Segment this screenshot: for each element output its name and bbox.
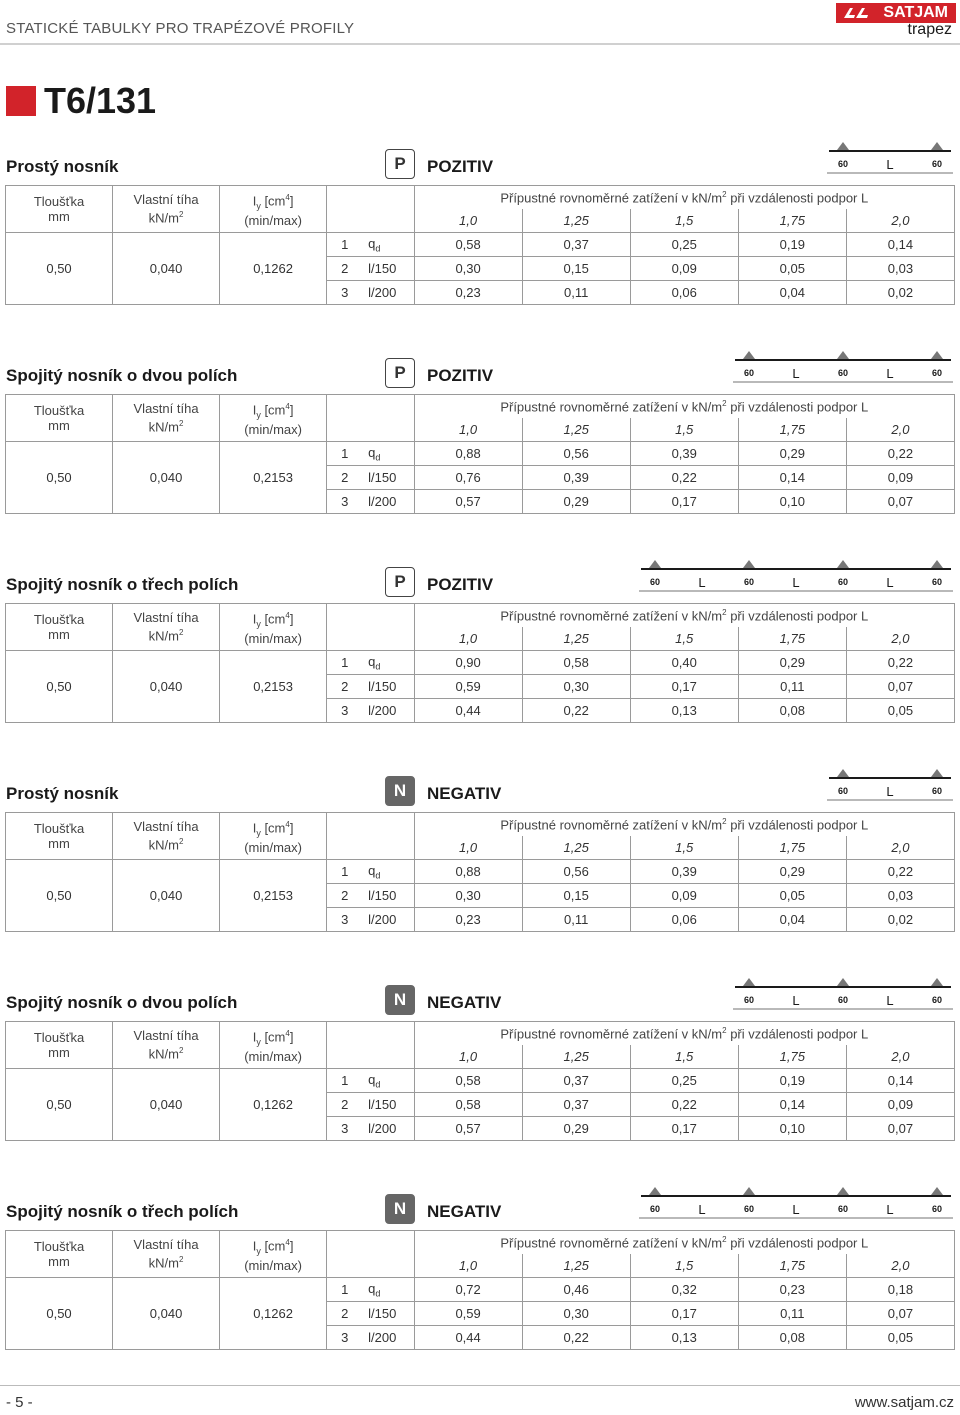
- load-direction-badge: N: [385, 1194, 415, 1224]
- load-direction-label: NEGATIV: [427, 1202, 502, 1221]
- span-length-header: 1,75: [738, 836, 846, 860]
- span-length-header: 1,0: [414, 836, 522, 860]
- load-value-cell: 0,09: [630, 257, 738, 281]
- load-value-cell: 0,58: [522, 651, 630, 675]
- weight-header: Vlastní tíha $kN/m^2$: [113, 604, 220, 651]
- load-value-cell: 0,58: [414, 1093, 522, 1117]
- load-value-cell: 0,59: [414, 675, 522, 699]
- span-length-header: 1,5: [630, 209, 738, 233]
- load-value-cell: 0,07: [846, 1117, 954, 1141]
- load-value-cell: 0,05: [738, 257, 846, 281]
- load-header: Přípustné rovnoměrné zatížení v $kN/m^2$ při vzdálenosti podpor L: [414, 813, 954, 837]
- span-length-label: L: [792, 1202, 800, 1217]
- load-value-cell: 0,17: [630, 1302, 738, 1326]
- inertia-header: $I_y$ $[cm^4]$ (min/max): [220, 186, 327, 233]
- support-width-label: 60: [743, 1204, 755, 1214]
- load-value-cell: 0,59: [414, 1302, 522, 1326]
- load-value-cell: 0,44: [414, 1326, 522, 1350]
- span-diagram-icon: [825, 768, 955, 804]
- row-label: l/150: [364, 884, 414, 908]
- span-length-header: 1,0: [414, 1254, 522, 1278]
- thickness-value: 0,50: [6, 442, 113, 514]
- load-value-cell: 0,25: [630, 233, 738, 257]
- support-width-label: 60: [931, 1204, 943, 1214]
- load-value-cell: 0,14: [846, 233, 954, 257]
- load-direction-label: POZITIV: [427, 366, 494, 385]
- page-title-text: T6/131: [44, 80, 157, 121]
- row-label: l/150: [364, 675, 414, 699]
- row-label: l/200: [364, 281, 414, 305]
- row-label: l/200: [364, 490, 414, 514]
- table-header-row: [6, 395, 955, 419]
- load-value-cell: 0,17: [630, 675, 738, 699]
- span-length-label: L: [792, 993, 800, 1008]
- support-width-label: 60: [837, 368, 849, 378]
- row-label: l/200: [364, 1326, 414, 1350]
- span-length-header: 2,0: [846, 1045, 954, 1069]
- thickness-header: Tloušťka mm: [6, 604, 113, 651]
- load-value-cell: 0,29: [522, 490, 630, 514]
- span-length-header: 1,75: [738, 627, 846, 651]
- thickness-value: 0,50: [6, 1069, 113, 1141]
- load-table: [5, 603, 955, 723]
- load-table: [5, 185, 955, 305]
- row-number: 3: [327, 281, 365, 305]
- load-value-cell: 0,05: [738, 884, 846, 908]
- span-length-label: L: [886, 993, 894, 1008]
- thickness-header: Tloušťka mm: [6, 1231, 113, 1278]
- page-title: [6, 80, 156, 122]
- support-width-label: 60: [743, 577, 755, 587]
- row-number: 2: [327, 884, 365, 908]
- load-value-cell: 0,06: [630, 908, 738, 932]
- load-value-cell: 0,22: [522, 1326, 630, 1350]
- load-header: Přípustné rovnoměrné zatížení v $kN/m^2$ při vzdálenosti podpor L: [414, 1231, 954, 1255]
- load-value-cell: 0,23: [414, 281, 522, 305]
- load-value-cell: 0,22: [846, 860, 954, 884]
- support-width-label: 60: [649, 577, 661, 587]
- load-direction-badge: N: [385, 776, 415, 806]
- row-number: 3: [327, 699, 365, 723]
- span-length-label: L: [698, 575, 706, 590]
- load-value-cell: 0,17: [630, 1117, 738, 1141]
- load-value-cell: 0,40: [630, 651, 738, 675]
- load-value-cell: 0,30: [414, 257, 522, 281]
- load-value-cell: 0,07: [846, 1302, 954, 1326]
- table-row: [6, 860, 955, 884]
- section-title: Prostý nosník: [6, 784, 119, 803]
- section-title: Spojitý nosník o třech polích: [6, 1202, 239, 1221]
- row-label: $q_d$: [364, 233, 414, 257]
- span-length-header: 2,0: [846, 627, 954, 651]
- weight-value: 0,040: [113, 233, 220, 305]
- row-label: l/200: [364, 1117, 414, 1141]
- span-length-label: L: [886, 784, 894, 799]
- inertia-value: 0,1262: [220, 1069, 327, 1141]
- load-value-cell: 0,58: [414, 233, 522, 257]
- load-value-cell: 0,46: [522, 1278, 630, 1302]
- load-value-cell: 0,22: [522, 699, 630, 723]
- span-length-header: 2,0: [846, 836, 954, 860]
- support-width-label: 60: [837, 1204, 849, 1214]
- load-direction-label: NEGATIV: [427, 993, 502, 1012]
- load-header: Přípustné rovnoměrné zatížení v $kN/m^2$ při vzdálenosti podpor L: [414, 395, 954, 419]
- span-length-header: 1,5: [630, 836, 738, 860]
- beam-section: [0, 990, 960, 1153]
- load-value-cell: 0,02: [846, 908, 954, 932]
- load-value-cell: 0,08: [738, 699, 846, 723]
- thickness-value: 0,50: [6, 651, 113, 723]
- load-value-cell: 0,57: [414, 1117, 522, 1141]
- load-value-cell: 0,56: [522, 442, 630, 466]
- row-number: 3: [327, 908, 365, 932]
- span-length-header: 1,25: [522, 836, 630, 860]
- load-value-cell: 0,09: [630, 884, 738, 908]
- inertia-header: $I_y$ $[cm^4]$ (min/max): [220, 813, 327, 860]
- span-length-header: 2,0: [846, 209, 954, 233]
- load-value-cell: 0,06: [630, 281, 738, 305]
- row-label: $q_d$: [364, 651, 414, 675]
- table-row: [6, 651, 955, 675]
- load-direction-badge: P: [385, 567, 415, 597]
- load-value-cell: 0,30: [522, 675, 630, 699]
- load-value-cell: 0,22: [846, 442, 954, 466]
- weight-header: Vlastní tíha $kN/m^2$: [113, 1231, 220, 1278]
- span-length-header: 1,5: [630, 1254, 738, 1278]
- row-number: 2: [327, 675, 365, 699]
- span-length-header: 2,0: [846, 1254, 954, 1278]
- span-length-header: 1,5: [630, 1045, 738, 1069]
- span-diagram-icon: [731, 977, 955, 1013]
- span-length-header: 1,75: [738, 1254, 846, 1278]
- span-length-label: L: [698, 1202, 706, 1217]
- thickness-header: Tloušťka mm: [6, 395, 113, 442]
- load-value-cell: 0,09: [846, 466, 954, 490]
- row-label: l/150: [364, 1093, 414, 1117]
- load-direction-badge: P: [385, 149, 415, 179]
- row-label: l/150: [364, 1302, 414, 1326]
- load-value-cell: 0,11: [738, 675, 846, 699]
- table-header-row: [6, 1022, 955, 1046]
- load-table: [5, 812, 955, 932]
- load-value-cell: 0,29: [522, 1117, 630, 1141]
- weight-header: Vlastní tíha $kN/m^2$: [113, 395, 220, 442]
- span-length-label: L: [886, 575, 894, 590]
- load-table: [5, 394, 955, 514]
- support-width-label: 60: [743, 368, 755, 378]
- load-direction-label: POZITIV: [427, 157, 494, 176]
- support-width-label: 60: [931, 159, 943, 169]
- section-title: Prostý nosník: [6, 157, 119, 176]
- footer-url: www.satjam.cz: [854, 1394, 954, 1411]
- load-value-cell: 0,37: [522, 233, 630, 257]
- table-header-row: [6, 604, 955, 628]
- inertia-value: 0,1262: [220, 1278, 327, 1350]
- span-length-header: 1,0: [414, 209, 522, 233]
- section-title: Spojitý nosník o třech polích: [6, 575, 239, 594]
- logo-mark-icon: [842, 6, 870, 20]
- load-table: [5, 1230, 955, 1350]
- load-value-cell: 0,05: [846, 699, 954, 723]
- support-width-label: 60: [931, 577, 943, 587]
- span-length-label: L: [792, 366, 800, 381]
- load-table: [5, 1021, 955, 1141]
- footer-divider: [0, 1385, 960, 1386]
- load-value-cell: 0,32: [630, 1278, 738, 1302]
- weight-value: 0,040: [113, 442, 220, 514]
- span-length-header: 1,25: [522, 209, 630, 233]
- inertia-header: $I_y$ $[cm^4]$ (min/max): [220, 1022, 327, 1069]
- table-header-row: [6, 813, 955, 837]
- load-value-cell: 0,22: [846, 651, 954, 675]
- thickness-header: Tloušťka mm: [6, 1022, 113, 1069]
- load-direction-label: NEGATIV: [427, 784, 502, 803]
- row-number: 1: [327, 651, 365, 675]
- load-value-cell: 0,07: [846, 490, 954, 514]
- row-label: $q_d$: [364, 860, 414, 884]
- span-length-label: L: [792, 575, 800, 590]
- inertia-value: 0,2153: [220, 442, 327, 514]
- load-value-cell: 0,05: [846, 1326, 954, 1350]
- inertia-header: $I_y$ $[cm^4]$ (min/max): [220, 1231, 327, 1278]
- load-direction-label: POZITIV: [427, 575, 494, 594]
- thickness-value: 0,50: [6, 233, 113, 305]
- row-label: $q_d$: [364, 1278, 414, 1302]
- load-value-cell: 0,29: [738, 860, 846, 884]
- span-length-header: 1,5: [630, 627, 738, 651]
- row-number: 3: [327, 490, 365, 514]
- support-width-label: 60: [931, 368, 943, 378]
- beam-section: [0, 572, 960, 735]
- beam-section: [0, 154, 960, 317]
- load-value-cell: 0,22: [630, 1093, 738, 1117]
- beam-section: [0, 781, 960, 944]
- load-header: Přípustné rovnoměrné zatížení v $kN/m^2$ při vzdálenosti podpor L: [414, 604, 954, 628]
- thickness-header: Tloušťka mm: [6, 813, 113, 860]
- load-value-cell: 0,25: [630, 1069, 738, 1093]
- load-value-cell: 0,29: [738, 442, 846, 466]
- section-title: Spojitý nosník o dvou polích: [6, 366, 238, 385]
- table-row: [6, 233, 955, 257]
- beam-section: [0, 1199, 960, 1362]
- load-value-cell: 0,10: [738, 1117, 846, 1141]
- weight-value: 0,040: [113, 860, 220, 932]
- inertia-value: 0,2153: [220, 860, 327, 932]
- inertia-header: $I_y$ $[cm^4]$ (min/max): [220, 395, 327, 442]
- load-value-cell: 0,13: [630, 1326, 738, 1350]
- weight-header: Vlastní tíha $kN/m^2$: [113, 813, 220, 860]
- span-length-header: 1,25: [522, 1254, 630, 1278]
- row-label: l/150: [364, 466, 414, 490]
- load-value-cell: 0,09: [846, 1093, 954, 1117]
- span-diagram-icon: [637, 559, 955, 595]
- weight-value: 0,040: [113, 651, 220, 723]
- load-value-cell: 0,58: [414, 1069, 522, 1093]
- load-value-cell: 0,39: [522, 466, 630, 490]
- row-number: 2: [327, 257, 365, 281]
- load-value-cell: 0,04: [738, 908, 846, 932]
- logo-main-text: SATJAM: [883, 4, 948, 21]
- load-direction-badge: N: [385, 985, 415, 1015]
- inertia-value: 0,1262: [220, 233, 327, 305]
- row-number: 1: [327, 860, 365, 884]
- support-width-label: 60: [931, 786, 943, 796]
- load-value-cell: 0,37: [522, 1093, 630, 1117]
- load-value-cell: 0,15: [522, 884, 630, 908]
- load-value-cell: 0,11: [522, 908, 630, 932]
- thickness-value: 0,50: [6, 1278, 113, 1350]
- load-header: Přípustné rovnoměrné zatížení v $kN/m^2$ při vzdálenosti podpor L: [414, 1022, 954, 1046]
- load-value-cell: 0,39: [630, 860, 738, 884]
- table-row: [6, 1069, 955, 1093]
- weight-header: Vlastní tíha $kN/m^2$: [113, 186, 220, 233]
- footer-page-number: - 5 -: [6, 1394, 33, 1411]
- satjam-logo: [836, 3, 956, 39]
- row-label: l/150: [364, 257, 414, 281]
- row-number: 2: [327, 1302, 365, 1326]
- load-value-cell: 0,04: [738, 281, 846, 305]
- row-number: 1: [327, 442, 365, 466]
- row-label: l/200: [364, 699, 414, 723]
- load-value-cell: 0,13: [630, 699, 738, 723]
- load-value-cell: 0,30: [522, 1302, 630, 1326]
- load-value-cell: 0,17: [630, 490, 738, 514]
- support-width-label: 60: [931, 995, 943, 1005]
- load-value-cell: 0,57: [414, 490, 522, 514]
- inertia-header: $I_y$ $[cm^4]$ (min/max): [220, 604, 327, 651]
- span-length-header: 1,0: [414, 1045, 522, 1069]
- weight-header: Vlastní tíha $kN/m^2$: [113, 1022, 220, 1069]
- row-label: $q_d$: [364, 1069, 414, 1093]
- load-value-cell: 0,72: [414, 1278, 522, 1302]
- span-length-header: 1,0: [414, 418, 522, 442]
- span-length-header: 1,75: [738, 1045, 846, 1069]
- table-header-row: [6, 186, 955, 210]
- span-length-header: 1,5: [630, 418, 738, 442]
- span-length-label: L: [886, 1202, 894, 1217]
- thickness-value: 0,50: [6, 860, 113, 932]
- header-title: STATICKÉ TABULKY PRO TRAPÉZOVÉ PROFILY: [6, 20, 355, 37]
- load-value-cell: 0,37: [522, 1069, 630, 1093]
- load-value-cell: 0,56: [522, 860, 630, 884]
- load-value-cell: 0,19: [738, 1069, 846, 1093]
- row-number: 3: [327, 1117, 365, 1141]
- span-diagram-icon: [637, 1186, 955, 1222]
- load-value-cell: 0,88: [414, 860, 522, 884]
- load-value-cell: 0,22: [630, 466, 738, 490]
- load-value-cell: 0,30: [414, 884, 522, 908]
- thickness-header: Tloušťka mm: [6, 186, 113, 233]
- row-number: 2: [327, 466, 365, 490]
- span-length-header: 1,25: [522, 627, 630, 651]
- title-marker-icon: [6, 86, 36, 116]
- load-value-cell: 0,11: [738, 1302, 846, 1326]
- row-number: 1: [327, 1069, 365, 1093]
- span-length-label: L: [886, 366, 894, 381]
- load-value-cell: 0,23: [414, 908, 522, 932]
- table-row: [6, 1278, 955, 1302]
- span-length-header: 1,75: [738, 209, 846, 233]
- load-value-cell: 0,14: [738, 1093, 846, 1117]
- load-value-cell: 0,02: [846, 281, 954, 305]
- span-length-header: 1,0: [414, 627, 522, 651]
- span-length-label: L: [886, 157, 894, 172]
- header-divider: [0, 43, 960, 45]
- load-value-cell: 0,15: [522, 257, 630, 281]
- support-width-label: 60: [837, 159, 849, 169]
- load-value-cell: 0,03: [846, 257, 954, 281]
- row-number: 3: [327, 1326, 365, 1350]
- logo-sub-text: trapez: [907, 21, 952, 38]
- span-diagram-icon: [731, 350, 955, 386]
- table-header-row: [6, 1231, 955, 1255]
- load-value-cell: 0,10: [738, 490, 846, 514]
- inertia-value: 0,2153: [220, 651, 327, 723]
- support-width-label: 60: [837, 786, 849, 796]
- load-value-cell: 0,07: [846, 675, 954, 699]
- load-header: Přípustné rovnoměrné zatížení v $kN/m^2$ při vzdálenosti podpor L: [414, 186, 954, 210]
- support-width-label: 60: [837, 577, 849, 587]
- load-value-cell: 0,90: [414, 651, 522, 675]
- row-number: 1: [327, 233, 365, 257]
- span-length-header: 1,75: [738, 418, 846, 442]
- load-value-cell: 0,14: [738, 466, 846, 490]
- load-value-cell: 0,11: [522, 281, 630, 305]
- load-direction-badge: P: [385, 358, 415, 388]
- load-value-cell: 0,44: [414, 699, 522, 723]
- load-value-cell: 0,03: [846, 884, 954, 908]
- span-length-header: 2,0: [846, 418, 954, 442]
- load-value-cell: 0,08: [738, 1326, 846, 1350]
- row-label: l/200: [364, 908, 414, 932]
- weight-value: 0,040: [113, 1069, 220, 1141]
- load-value-cell: 0,29: [738, 651, 846, 675]
- row-number: 1: [327, 1278, 365, 1302]
- weight-value: 0,040: [113, 1278, 220, 1350]
- support-width-label: 60: [649, 1204, 661, 1214]
- row-label: $q_d$: [364, 442, 414, 466]
- span-diagram-icon: [825, 141, 955, 177]
- load-value-cell: 0,19: [738, 233, 846, 257]
- row-number: 2: [327, 1093, 365, 1117]
- beam-section: [0, 363, 960, 526]
- support-width-label: 60: [837, 995, 849, 1005]
- load-value-cell: 0,18: [846, 1278, 954, 1302]
- load-value-cell: 0,76: [414, 466, 522, 490]
- support-width-label: 60: [743, 995, 755, 1005]
- load-value-cell: 0,14: [846, 1069, 954, 1093]
- load-value-cell: 0,39: [630, 442, 738, 466]
- table-row: [6, 442, 955, 466]
- load-value-cell: 0,88: [414, 442, 522, 466]
- load-value-cell: 0,23: [738, 1278, 846, 1302]
- section-title: Spojitý nosník o dvou polích: [6, 993, 238, 1012]
- span-length-header: 1,25: [522, 1045, 630, 1069]
- span-length-header: 1,25: [522, 418, 630, 442]
